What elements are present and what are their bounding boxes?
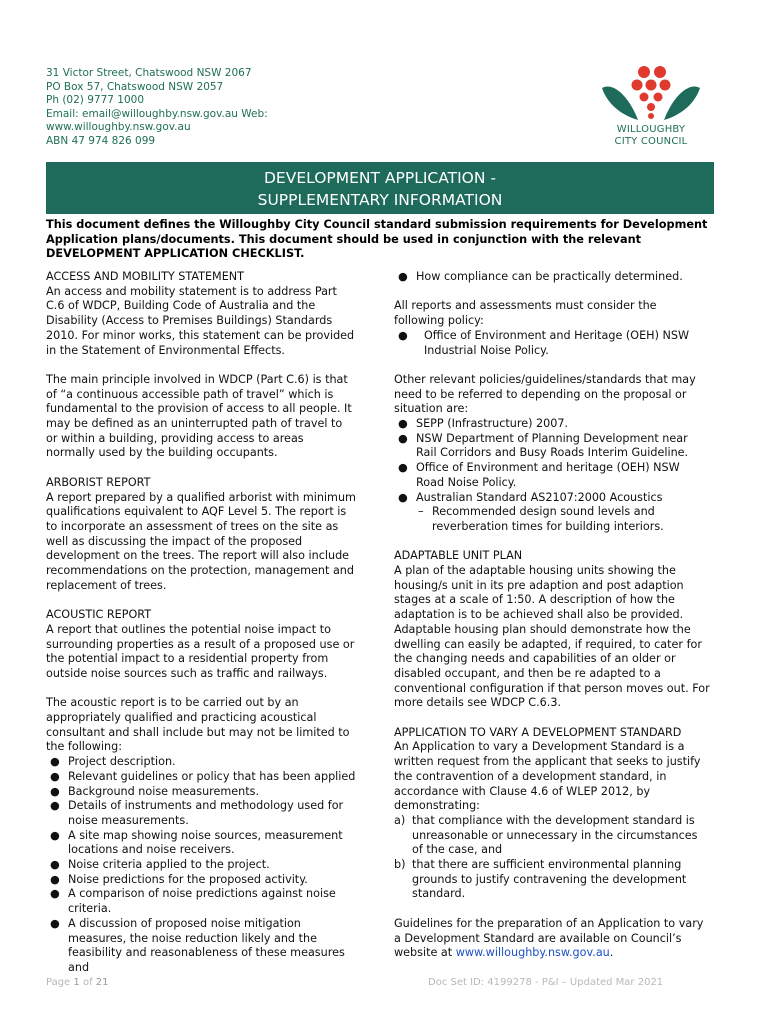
bullet-icon: ●	[398, 328, 408, 342]
bullet-icon: ●	[50, 784, 60, 798]
vary-paragraph: An Application to vary a Development Standard is a written request from the applicant that seeks to justify the contravention of a development standard, in accordance with Clause 4.6 of WLEP 2012, by demonstrating:	[394, 740, 701, 813]
address-line: Email: email@willoughby.nsw.gov.au Web:	[46, 107, 268, 120]
sub-list-item: – Recommended design sound levels and reverberation times for building interiors.	[418, 505, 664, 533]
acoustic-paragraph-1: A report that outlines the potential noise impact to surrounding properties as a result of a proposed use or the potential impact to a residential property from outside noise sources such as traffic and railways.	[46, 622, 355, 680]
list-item: ● Office of Environment and heritage (OEH) NSW Road Noise Policy.	[398, 461, 680, 489]
list-item: ● Project description.	[50, 755, 176, 769]
arborist-paragraph: A report prepared by a qualified arborist with minimum qualifications equivalent to AQF Level 5. The report is to incorporate an assessment of trees on the site as well as discussing the impact of the proposed development on the trees. The report will also include recommendations on the protection, management and replacement of trees.	[46, 490, 356, 592]
policy-intro: All reports and assessments must consider the following policy:	[394, 299, 657, 328]
logo-text	[598, 124, 704, 147]
policy-list	[394, 329, 710, 358]
address-line: www.willoughby.nsw.gov.au	[46, 121, 191, 134]
list-item: a) that compliance with the development standard is unreasonable or unnecessary in the circumstances of the case, and	[394, 813, 698, 857]
acoustic-paragraph-2: The acoustic report is to be carried out by an appropriately qualified and practicing acoustical consultant and shall include but may not be limited to the following:	[46, 696, 350, 754]
bullet-icon: ●	[50, 887, 60, 901]
left-column	[46, 270, 356, 976]
bullet-icon: ●	[50, 872, 60, 886]
access-heading: ACCESS AND MOBILITY STATEMENT	[46, 270, 244, 283]
other-policies-list	[394, 417, 710, 535]
list-item: ● NSW Department of Planning Development near Rail Corridors and Busy Roads Interim Guideline.	[398, 431, 689, 460]
list-item: ● A site map showing noise sources, measurement locations and noise receivers.	[50, 828, 343, 857]
acoustic-list-continued	[394, 270, 710, 285]
title-line-1: DEVELOPMENT APPLICATION -	[264, 169, 496, 187]
bullet-icon: ●	[398, 417, 408, 430]
bullet-icon: ●	[50, 916, 60, 930]
arborist-heading: ARBORIST REPORT	[46, 475, 151, 489]
list-item: ● Details of instruments and methodology used for noise measurements.	[50, 799, 344, 827]
council-website-link[interactable]: www.willoughby.nsw.gov.au	[455, 946, 610, 960]
doc-set-id: Doc Set ID: 4199278 - P&I – Updated Mar 2021	[428, 977, 664, 988]
address-line: Ph (02) 9777 1000	[46, 94, 144, 107]
right-column	[394, 270, 710, 961]
title-line-2: SUPPLEMENTARY INFORMATION	[257, 191, 503, 209]
logo-line-1: WILLOUGHBY	[616, 124, 686, 135]
logo-line-2: CITY COUNCIL	[614, 135, 688, 147]
vary-list	[394, 814, 710, 902]
adaptable-heading: ADAPTABLE UNIT PLAN	[394, 549, 523, 563]
list-item: ● Noise predictions for the proposed activity.	[50, 872, 308, 886]
dash-icon: –	[418, 505, 424, 519]
bullet-icon: ●	[398, 461, 408, 475]
list-item: ● Relevant guidelines or policy that has been applied	[50, 769, 356, 783]
list-item: ● Noise criteria applied to the project.	[50, 858, 270, 872]
acoustic-heading: ACOUSTIC REPORT	[46, 608, 152, 622]
access-paragraph-1: An access and mobility statement is to address Part C.6 of WDCP, Building Code of Australia and the Disability (Access to Premises Buildings) Standards 2010. For minor works, this statement can be provided in the Statement of Environmental Effects.	[46, 284, 355, 357]
list-item: ● Background noise measurements.	[50, 784, 260, 798]
acoustic-list	[46, 755, 356, 976]
list-item: ● How compliance can be practically determined.	[398, 270, 683, 283]
bullet-icon: ●	[50, 799, 60, 813]
list-item: ● SEPP (Infrastructure) 2007.	[398, 417, 569, 430]
vary-heading: APPLICATION TO VARY A DEVELOPMENT STANDARD	[394, 725, 682, 739]
bullet-icon: ●	[50, 755, 60, 769]
council-address	[46, 67, 268, 149]
address-line: PO Box 57, Chatswood NSW 2057	[46, 80, 224, 93]
bullet-icon: ●	[50, 769, 60, 783]
title-banner	[46, 162, 714, 214]
bullet-icon: ●	[398, 490, 408, 504]
intro-paragraph: This document defines the Willoughby City Council standard submission requirements for Development Application plans/documents. This document should be used in conjunction with the relevant DEVELOPMENT APPLICATION CHECKLIST.	[46, 218, 708, 261]
adaptable-paragraph: A plan of the adaptable housing units showing the housing/s unit in its pre adaption and post adaption stages at a scale of 1:50. A description of how the adaptation is to be achieved shall also be provided. Adaptable housing plan should demonstrate how the dwelling can easily be adapted, if required, to cater for the changing needs and capabilities of an older or disabled occupant, and then be re adapted to a conventional configuration if that person moves out. For more details see WDCP C.6.3.	[394, 564, 710, 710]
page-number: Page 1 of 21	[46, 977, 109, 988]
bullet-icon: ●	[50, 858, 60, 872]
list-item: ● A comparison of noise predictions against noise criteria.	[50, 887, 336, 916]
bullet-icon: ●	[398, 270, 408, 283]
list-item: ● Australian Standard AS2107:2000 Acoustics	[398, 490, 663, 504]
list-item: ● A discussion of proposed noise mitigation measures, the noise reduction likely and the feasibility and reasonableness of these measures and	[50, 916, 345, 974]
guidelines-paragraph: Guidelines for the preparation of an Application to vary a Development Standard are available on Council’s website at www.willoughby.nsw.gov.au.	[394, 916, 704, 960]
address-line: ABN 47 974 826 099	[46, 134, 156, 147]
bullet-icon: ●	[50, 828, 60, 842]
bullet-icon: ●	[398, 431, 408, 445]
address-line: 31 Victor Street, Chatswood NSW 2067	[46, 67, 252, 79]
other-policies-intro: Other relevant policies/guidelines/standards that may need to be referred to depending on the proposal or situation are:	[394, 372, 696, 416]
list-item: ● Office of Environment and Heritage (OEH) NSW Industrial Noise Policy.	[398, 328, 690, 357]
access-paragraph-2: The main principle involved in WDCP (Part C.6) is that of “a continuous accessible path of travel” which is fundamental to the provision of access to all people. It may be defined as an uninterrupted path of travel to or within a building, providing access to areas normally used by the building occupants.	[46, 372, 352, 460]
list-item: b) that there are sufficient environmental planning grounds to justify contravening the development standard.	[394, 858, 687, 901]
